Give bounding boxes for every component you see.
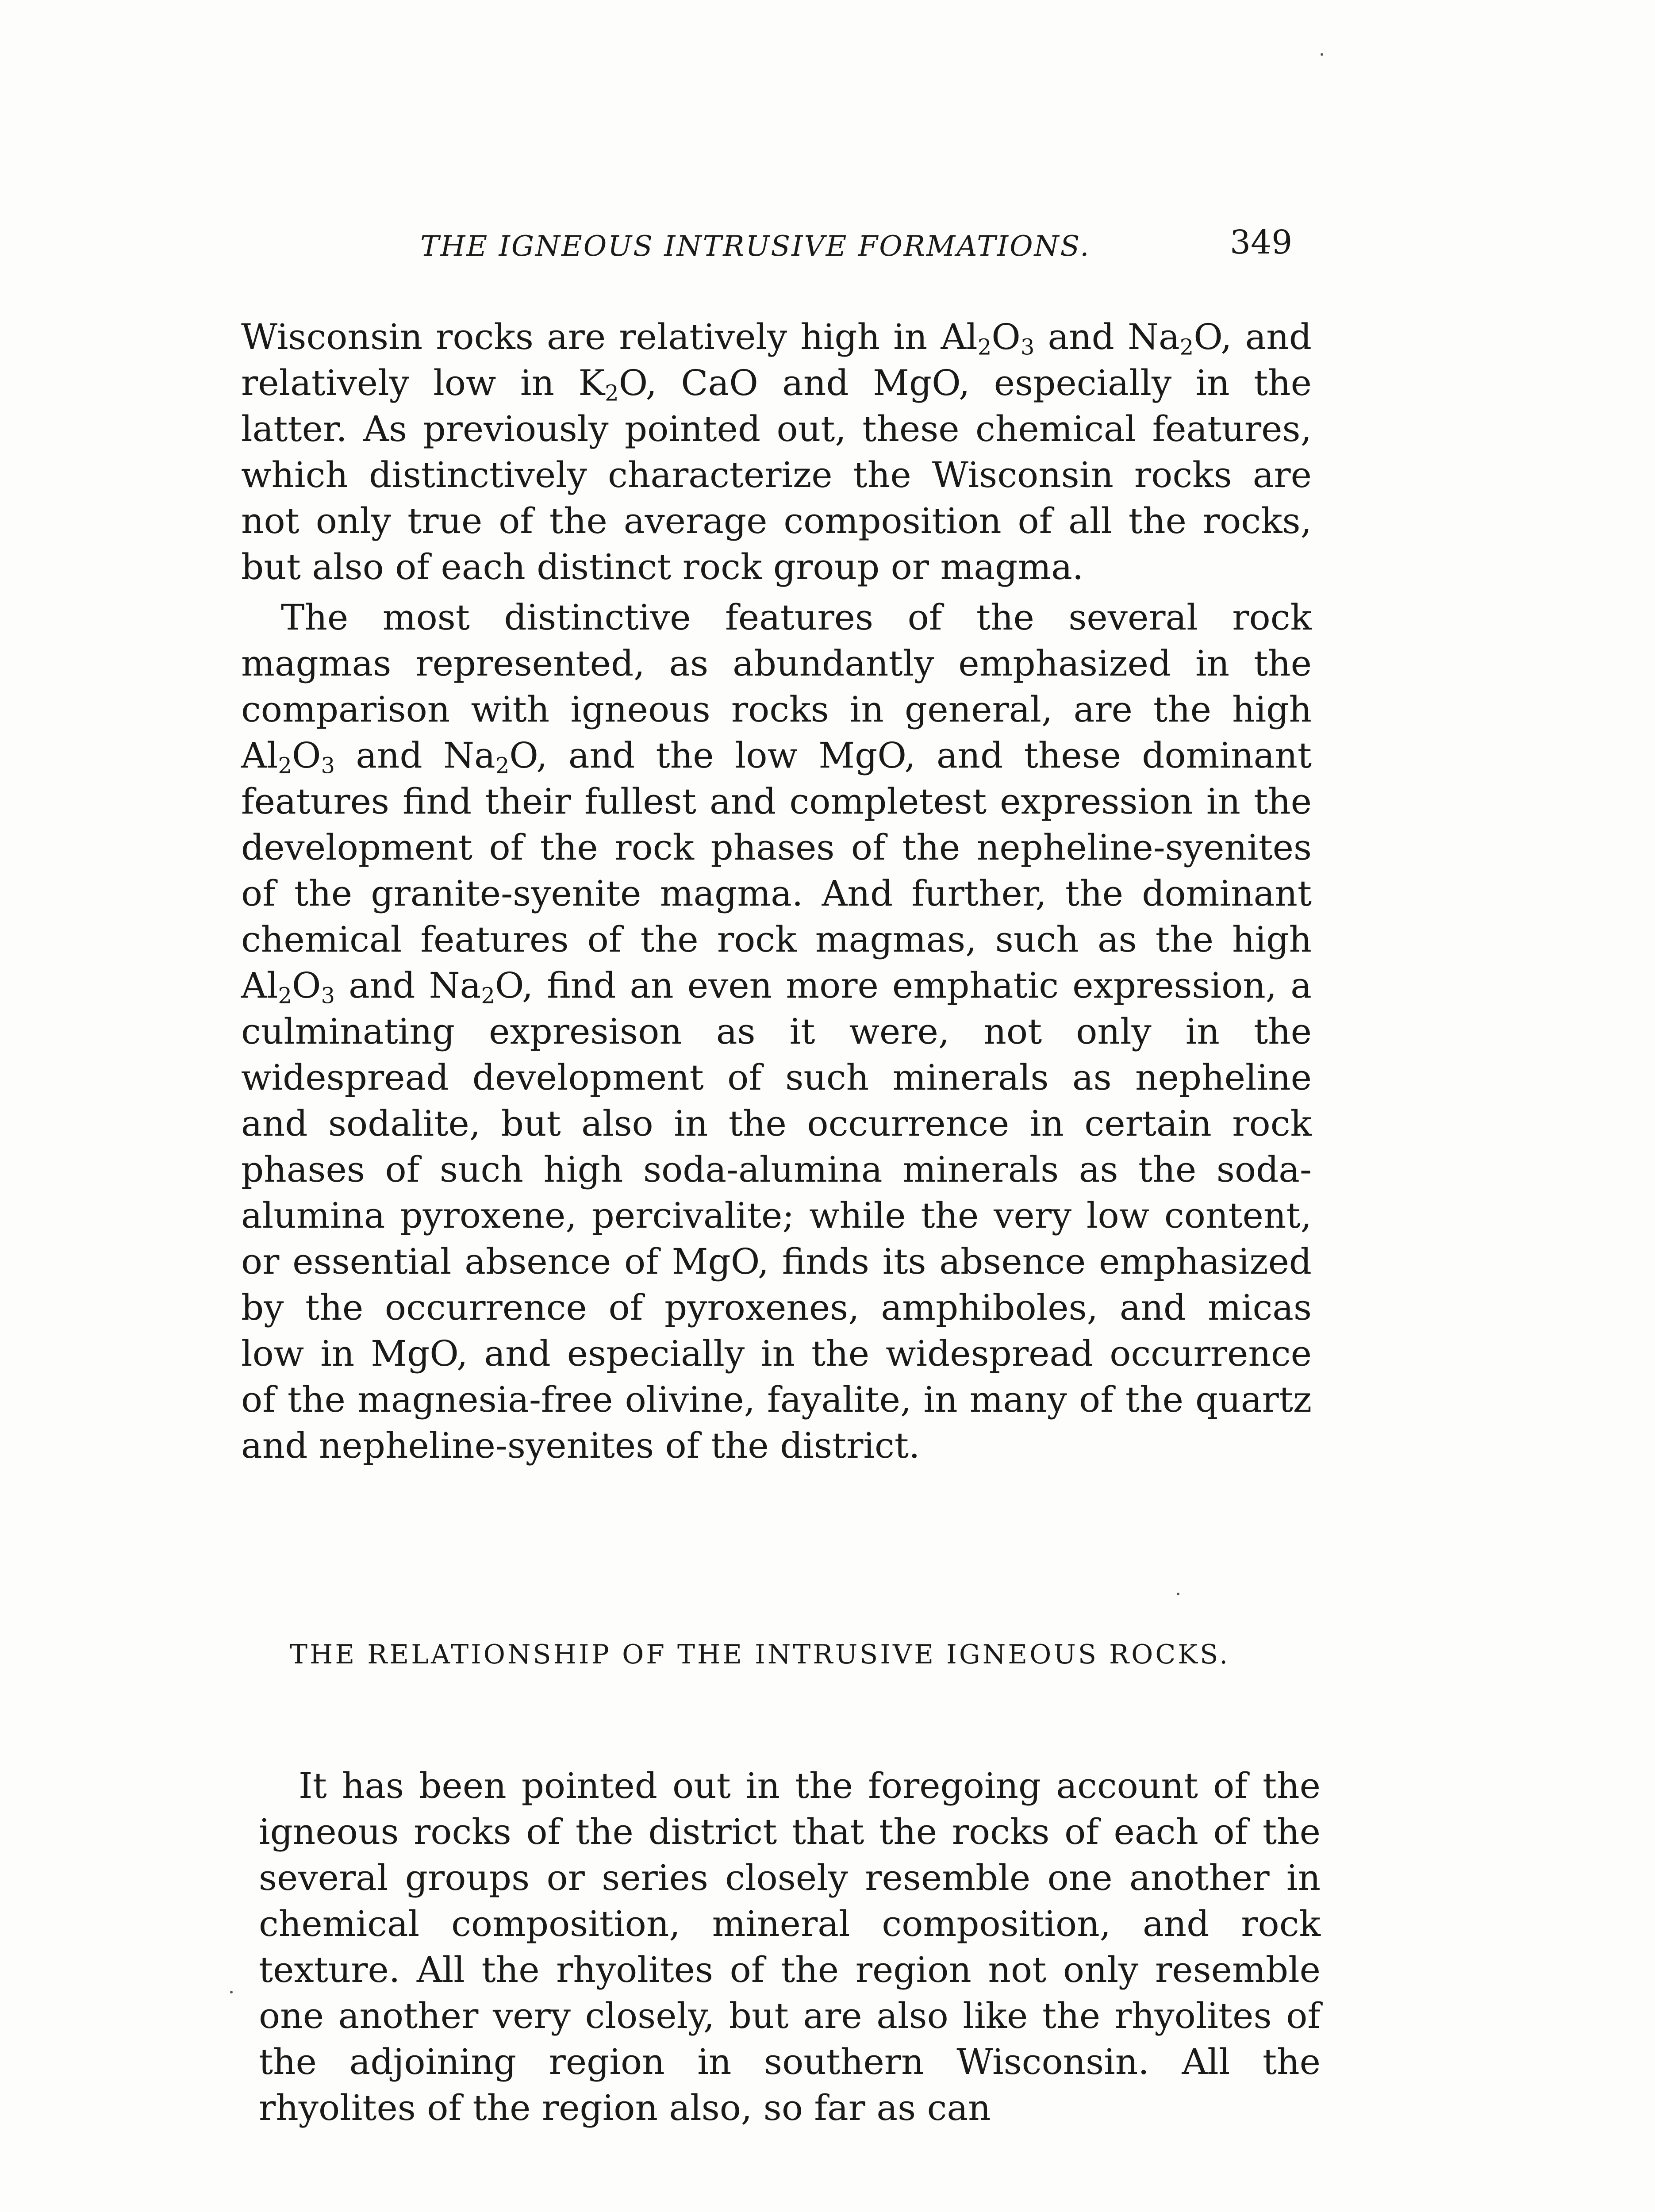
paragraph-3: It has been pointed out in the foregoing account of the igneous rocks of the district that the rocks of each of the several groups or series closely resemble one another in chemical composition, mineral composition, and rock texture. All the rhyolites of the region not only resemble one another very closely, but are also like the rhyolites of the adjoining region in southern Wisconsin. All the rhyolites of the region also, so far as can	[259, 1765, 1321, 2128]
running-head: THE IGNEOUS INTRUSIVE FORMATIONS.	[420, 230, 1091, 263]
scan-speck	[1177, 1593, 1179, 1595]
scan-speck	[1321, 53, 1323, 56]
section-heading: THE RELATIONSHIP OF THE INTRUSIVE IGNEOUS ROCKS.	[290, 1639, 1230, 1670]
scan-speck	[230, 1991, 233, 1993]
paragraph-2: The most distinctive features of the several rock magmas represented, as abundantly emphasized in the comparison with igneous rocks in general, are the high $Al_2O_3$ and $Na_2O$, and the low MgO, and these dominant features find their fullest and completest expression in the development of the rock phases of the nepheline-syenites of the granite-syenite magma. And further, the dominant chemical features of the rock magmas, such as the high $Al_2O_3$ and $Na_2O$, find an even more emphatic expression, a culminating expresison as it were, not only in the widespread development of such minerals as nepheline and sodalite, but also in the occurrence in certain rock phases of such high soda-alumina minerals as the soda-alumina pyroxene, percivalite; while the very low content, or essential absence of MgO, finds its absence emphasized by the occurrence of pyroxenes, amphiboles, and micas low in MgO, and especially in the widespread occurrence of the magnesia-free olivine, fayalite, in many of the quartz and nepheline-syenites of the district.	[241, 597, 1312, 1466]
paragraph-1: Wisconsin rocks are relatively high in $Al_2O_3$ and $Na_2O$, and relatively low in $K_2O$, CaO and MgO, especially in the latter. As previously pointed out, these chemical features, which distinctively characterize the Wisconsin rocks are not only true of the average composition of all the rocks, but also of each distinct rock group or magma.	[241, 316, 1312, 588]
page-number: 349	[1230, 223, 1293, 261]
